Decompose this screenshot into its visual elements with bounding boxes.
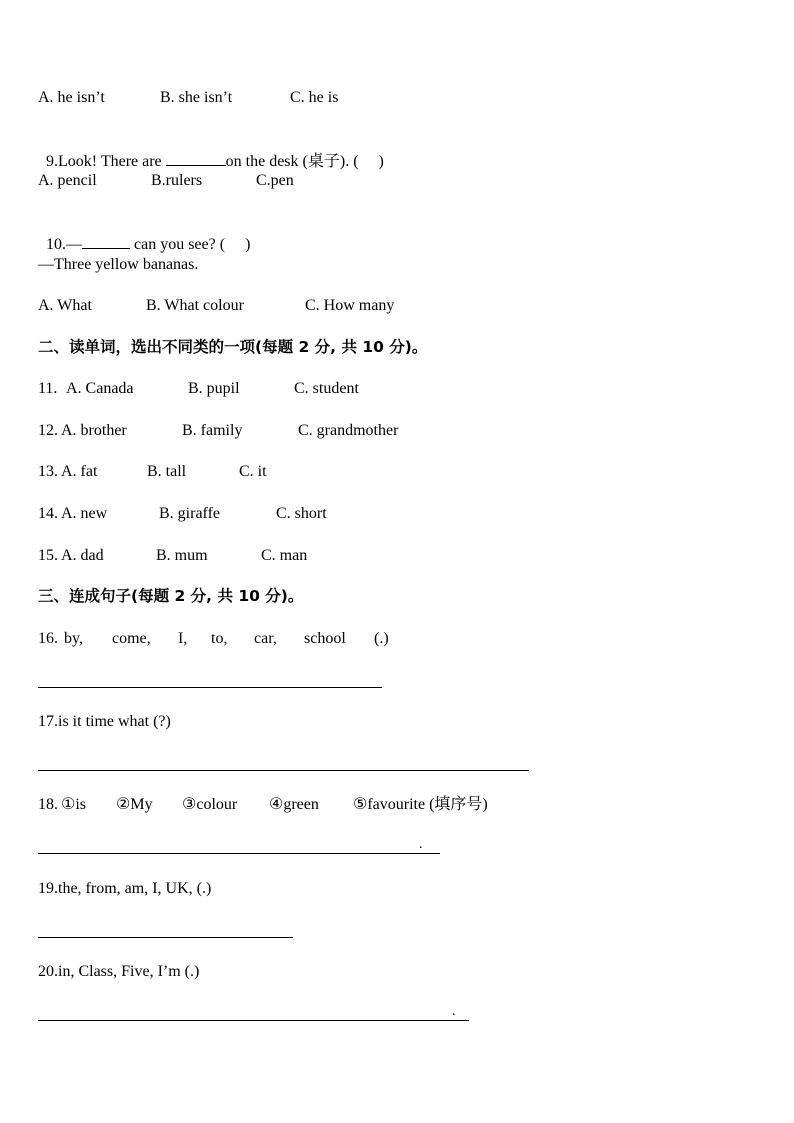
q18-number: 18. [38, 796, 58, 813]
q15-option-c[interactable]: C. man [261, 547, 308, 564]
q14-option-c[interactable]: C. short [276, 505, 327, 522]
q9-option-c[interactable]: C.pen [256, 172, 294, 189]
q11-option-a[interactable]: A. Canada [66, 380, 134, 397]
q19-answer-line[interactable] [38, 937, 293, 938]
q19-prompt: 19.the, from, am, I, UK, (.) [38, 880, 212, 897]
q16-word: (.) [374, 630, 389, 647]
q12-number: 12. [38, 422, 58, 439]
q11-row [38, 379, 359, 399]
q14-option-b[interactable]: B. giraffe [159, 505, 221, 522]
q13-number: 13. [38, 463, 58, 480]
section-2-title: 二、读单词，选出不同类的一项(每题 2 分, 共 10 分)。 [38, 338, 428, 356]
q16-word: to, [211, 630, 228, 647]
q14-row [38, 504, 327, 524]
q11-option-c[interactable]: C. student [294, 380, 359, 397]
q18-end-mark: . [419, 837, 423, 852]
q13-option-a[interactable]: A. fat [61, 463, 98, 480]
q8-options-row [38, 88, 339, 108]
q16-word: car, [254, 630, 277, 647]
q18-item: ③colour [182, 796, 238, 813]
q11-number: 11. [38, 380, 58, 397]
q18-prompt [38, 795, 538, 815]
q9-options-row [38, 171, 294, 191]
q18-item: ④green [269, 796, 319, 813]
q18-answer-line[interactable] [38, 853, 440, 854]
q12-row [38, 421, 399, 441]
q18-item: ⑤favourite (填序号) [353, 796, 488, 813]
q12-option-b[interactable]: B. family [182, 422, 243, 439]
q11-option-b[interactable]: B. pupil [188, 380, 240, 397]
q18-item: ①is [61, 796, 87, 813]
q15-option-b[interactable]: B. mum [156, 547, 208, 564]
q9-text-before: 9.Look! There are [46, 153, 166, 170]
q10-text-before: 10.— [46, 236, 82, 253]
q16-number: 16. [38, 630, 58, 647]
q9-text-after: on the desk (桌子). ( ) [225, 153, 384, 170]
q8-option-b[interactable]: B. she isn’t [160, 89, 233, 106]
q13-option-b[interactable]: B. tall [147, 463, 187, 480]
q20-answer-line[interactable] [38, 1020, 469, 1021]
q12-option-a[interactable]: A. brother [61, 422, 127, 439]
q10-answer-line: —Three yellow bananas. [38, 256, 199, 273]
q16-word: come, [112, 630, 151, 647]
q16-answer-line[interactable] [38, 687, 382, 688]
q9-option-a[interactable]: A. pencil [38, 172, 97, 189]
q13-option-c[interactable]: C. it [239, 463, 267, 480]
q20-prompt: 20.in, Class, Five, I’m (.) [38, 963, 200, 980]
q10-answer-blank[interactable] [82, 233, 130, 249]
q9-question [38, 130, 384, 170]
q15-option-a[interactable]: A. dad [61, 547, 104, 564]
q9-answer-blank[interactable] [166, 150, 226, 166]
q9-option-b[interactable]: B.rulers [151, 172, 203, 189]
q16-word: school [304, 630, 346, 647]
section-3-title: 三、连成句子(每题 2 分, 共 10 分)。 [38, 587, 304, 605]
q14-option-a[interactable]: A. new [61, 505, 108, 522]
q13-row [38, 462, 267, 482]
q10-option-b[interactable]: B. What colour [146, 297, 244, 314]
q8-option-a[interactable]: A. he isn’t [38, 89, 105, 106]
q16-word: I, [178, 630, 188, 647]
q12-option-c[interactable]: C. grandmother [298, 422, 399, 439]
q16-word: by, [64, 630, 83, 647]
q15-row [38, 546, 308, 566]
q10-question [38, 213, 251, 253]
q17-answer-line[interactable] [38, 770, 529, 771]
q8-option-c[interactable]: C. he is [290, 89, 339, 106]
q10-option-c[interactable]: C. How many [305, 297, 395, 314]
q15-number: 15. [38, 547, 58, 564]
q20-end-mark: . [452, 1004, 456, 1019]
q14-number: 14. [38, 505, 58, 522]
q16-prompt [38, 629, 438, 649]
q10-option-a[interactable]: A. What [38, 297, 92, 314]
q10-text-after: can you see? ( ) [130, 236, 251, 253]
q10-options-row [38, 296, 395, 316]
q18-item: ②My [116, 796, 153, 813]
q17-prompt: 17.is it time what (?) [38, 713, 171, 730]
